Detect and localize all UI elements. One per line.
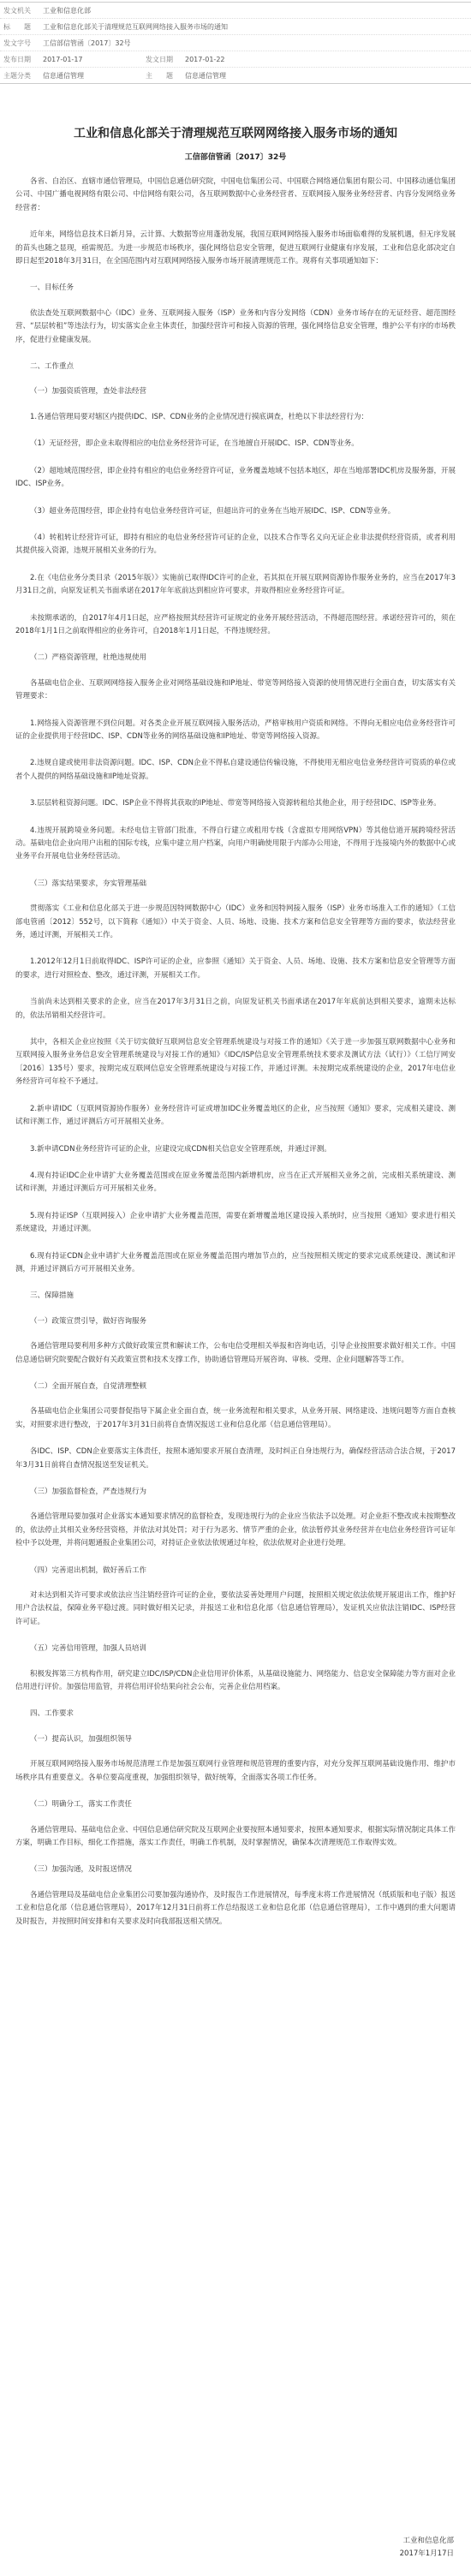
meta-label: 发布日期: [3, 55, 31, 63]
section-heading: 二、工作重点: [30, 362, 75, 372]
paragraph: 1.2012年12月1日前取得IDC、ISP许可证的企业，应参照《通知》关于资金、人员、场地、设施、技术方案和信息安全管理等方面的要求，进行对照检查、整改，通过评测，开展相关工作。: [15, 957, 456, 980]
meta-label: 发文字号: [3, 39, 31, 47]
meta-value: 信息通信管理: [43, 71, 84, 80]
paragraph: 贯彻落实《工业和信息化部关于进一步规范因特网数据中心（IDC）业务和因特网接入服务（ISP）业务市场准入工作的通知》（工信部电管函〔2012〕552号，以下简称《通知》）中关于资金、人员、场地、设施、技术方案和信息安全管理等方面的要求，依法经营业务，通过评测，开展相关工作。: [15, 904, 456, 940]
meta-value: 2017-01-22: [185, 55, 225, 63]
subsection-heading: （一）提高认识，加强组织领导: [30, 1734, 133, 1744]
paragraph: 3.新申请CDN业务经营许可证的企业，应建设完成CDN相关信息安全管理系统，并通过评测。: [30, 1144, 331, 1154]
meta-row-subject: [0, 68, 471, 83]
paragraph: 其中，各相关企业应按照《关于切实做好互联网信息安全管理系统建设与对接工作的通知》《关于进一步加强互联网数据中心业务和互联网接入服务业务信息安全管理系统建设与对接工作的通知》《IDC/ISP信息安全管理系统技术要求及测试方法（试行）》（工信厅网安〔2016〕135号）要求，按期完成互联网信息安全管理系统建设与对接工作，并通过评测。未按期完成系统建设的企业，2017年电信业务经营许可年检不予通过。: [15, 1038, 456, 1087]
paragraph: （3）超业务范围经营，即企业持有电信业务经营许可证，但超出许可的业务在当地开展IDC、ISP、CDN等业务。: [30, 506, 396, 516]
paragraph: 1.各通信管理局要对辖区内提供IDC、ISP、CDN业务的企业情况进行摸底调查，杜绝以下非法经营行为：: [30, 412, 368, 421]
meta-row-category: [0, 3, 471, 19]
paragraph: 2.在《电信业务分类目录（2015年版）》实施前已取得IDC许可的企业，若其拟在开展互联网资源协作服务业务的，应当在2017年3月31日之前，向原发证机关书面承诺在2017年年底前达到相应许可要求，并取得相应业务经营许可证。: [15, 573, 456, 596]
section-heading: 四、工作要求: [30, 1709, 75, 1719]
meta-value: 信息通信管理: [185, 71, 226, 80]
subsection-heading: （三）落实结果要求，夯实管理基础: [30, 879, 147, 888]
signer: 工业和信息化部: [402, 2537, 454, 2545]
subsection-heading: （二）全面开展自查，自觉清理整顿: [30, 1381, 147, 1391]
paragraph: 各IDC、ISP、CDN企业要落实主体责任，按照本通知要求开展自查清理，及时纠正自身违规行为，确保经营活动合法合规，于2017年3月31日前将自查情况报送至发证机关。: [15, 1447, 456, 1470]
sign-date: 2017年1月17日: [399, 2549, 454, 2558]
subsection-heading: （三）加强监督检查，严查违规行为: [30, 1488, 147, 1496]
paragraph: 各基础电信企业、互联网网络接入服务企业对网络基础设施和IP地址、带宽等网络接入资源的使用情况进行全面自查，切实落实有关管理要求：: [15, 678, 456, 701]
meta-value: 工业和信息化部关于清理规范互联网网络接入服务市场的通知: [43, 22, 228, 31]
signature-block: [400, 2535, 454, 2561]
paragraph: 各通信管理局要加强对企业落实本通知要求情况的监督检查，发现违规行为的企业应当依法予以处理。对企业拒不整改或未按期整改的，依法停止其相关业务经营资格，并依法对其处罚；对于行为恶劣、情节严重的企业，依法暂停其业务经营并在电信业务经营许可证年检中予以处理，并将问题通报企业集团公司，对持证企业依法依规通过年检，依法依规对企业进行处理。: [15, 1512, 456, 1548]
paragraph: 5.现有持证ISP（互联网接入）企业申请扩大业务覆盖范围，需要在新增覆盖地区建设接入系统时，应当按照《通知》要求进行相关系统建设，并通过评测。: [15, 1211, 456, 1234]
document-number: 工信部信管函〔2017〕32号: [184, 153, 287, 162]
meta-label: 标 题: [3, 22, 31, 31]
document-title: 工业和信息化部关于清理规范互联网网络接入服务市场的通知: [74, 127, 397, 140]
paragraph: （1）无证经营，即企业未取得相应的电信业务经营许可证，在当地擅自开展IDC、ISP、CDN等业务。: [30, 439, 359, 449]
subsection-heading: （三）加强沟通，及时报送情况: [30, 1865, 133, 1875]
section-heading: 一、目标任务: [30, 283, 75, 293]
meta-label: 发文机关: [3, 6, 31, 15]
paragraph: 开展互联网网络接入服务市场规范清理工作是加强互联网行业管理和规范管理的重要内容，对充分发挥互联网基础设施作用、维护市场秩序具有重要意义。各单位要高度重视，加强组织领导，做好统筹，全面落实各项工作任务。: [15, 1760, 456, 1782]
paragraph: 各通信管理局、基础电信企业、中国信息通信研究院及互联网企业要按照本通知要求，按照本通知要求，根据实际情况制定具体工作方案，明确工作目标，细化工作措施，落实工作责任，明确工作机制，及时掌握情况，确保本次清理规范工作取得实效。: [15, 1825, 456, 1847]
paragraph: 积极发挥第三方机构作用，研究建立IDC/ISP/CDN企业信用评价体系，从基础设施能力、网络能力、信息安全保障能力等方面对企业信用进行评价。加强信用监管，并将信用评价结果向社会公布，完善企业信用档案。: [15, 1669, 456, 1692]
paragraph: 1.网络接入资源管理不到位问题。对各类企业开展互联网接入服务活动，严格审核用户资质和网络。不得向无相应电信业务经营许可证的企业提供用于经营IDC、ISP、CDN等业务的网络基础设施和IP地址、带宽等网络接入资源。: [15, 719, 456, 741]
greeting-paragraph: 各省、自治区、直辖市通信管理局，中国信息通信研究院，中国电信集团公司、中国联合网络通信集团有限公司、中国移动通信集团公司、中国广播电视网络有限公司、中信网络有限公司，各互联网数据中心业务经营者、互联网接入服务业务经营者、内容分发网络业务经营者：: [15, 177, 456, 212]
paragraph: 未按期承诺的，自2017年4月1日起，应严格按照其经营许可证规定的业务开展经营活动，不得超范围经营。承诺经营许可的，须在2018年1月1日之前取得相应的业务许可，自2018年1月1日起，不得违规经营。: [15, 613, 456, 635]
meta-value: 2017-01-17: [43, 55, 83, 63]
paragraph: 各通信管理局及基础电信企业集团公司要加强沟通协作，及时报告工作进展情况，每季度末将工作进展情况（纸质版和电子版）报送工业和信息化部（信息通信管理局），2017年12月31日前将工作总结报送工业和信息化部（信息通信管理局），工作中遇到的重大问题请及时报告，并按照时间安排和有关要求及时向我部报送相关情况。: [15, 1890, 456, 1926]
section-heading: 三、保障措施: [30, 1291, 75, 1301]
document-body: [0, 125, 471, 1929]
subsection-heading: （四）完善退出机制，做好善后工作: [30, 1565, 147, 1575]
paragraph: 各基础电信企业集团公司要督促指导下属企业全面自查，统一业务流程和相关要求，从业务开展、网络建设、违规问题等方面自查核实，对照要求进行整改，于2017年3月31日前将自查情况报送工业和信息化部（信息通信管理局）。: [15, 1407, 456, 1429]
paragraph: （2）超地域范围经营，即企业持有相应的电信业务经营许可证，业务覆盖地域不包括本地区，却在当地部署IDC机房及服务器，开展IDC、ISP业务。: [15, 466, 456, 489]
meta-label: 发文日期: [146, 55, 173, 63]
paragraph: 当前尚未达到相关要求的企业，应当在2017年3月31日之前，向原发证机关书面承诺在2017年年底前达到相关要求，逾期未达标的，依法吊销相关经营许可。: [15, 998, 456, 1020]
subsection-heading: （二）明确分工，落实工作责任: [30, 1800, 133, 1810]
meta-row-dates: [0, 51, 471, 68]
paragraph: 6.现有持证CDN企业申请扩大业务覆盖范围或在原业务覆盖范围内增加节点的，应当按照相关规定的要求完成系统建设、测试和评测，并通过评测后方可开展相关业务。: [15, 1251, 456, 1273]
paragraph: 2.违规自建或使用非法资源问题。IDC、ISP、CDN企业不得私自建设通信传输设施，不得使用无相应电信业务经营许可资质的单位或者个人提供的网络基础设施和IP地址资源。: [15, 759, 456, 781]
paragraph: 各通信管理局要利用多种方式做好政策宣贯和解读工作，公布电信受理相关举报和咨询电话，引导企业按照要求做好相关工作。中国信息通信研究院要配合做好有关政策宣贯和技术支撑工作，协助通信管理局开展咨询、审核、受理、企业问题解答等工作。: [15, 1342, 456, 1364]
intro-paragraph: 近年来，网络信息技术日新月异，云计算、大数据等应用蓬勃发展，我国互联网网络接入服务市场面临难得的发展机遇，但无序发展的苗头也随之显现，亟需规范。为进一步规范市场秩序，强化网络信息安全管理，促进互联网行业健康有序发展，工业和信息化部决定自即日起至2018年3月31日，在全国范围内对互联网网络接入服务市场开展清理规范工作。现将有关事项通知如下：: [15, 230, 456, 266]
paragraph: 依法查处互联网数据中心（IDC）业务、互联网接入服务（ISP）业务和内容分发网络（CDN）业务市场存在的无证经营、超范围经营、“层层转租”等违法行为，切实落实企业主体责任，加强经营许可和接入资源的管理，强化网络信息安全管理，维护公平有序的市场秩序，促进行业健康发展。: [15, 308, 456, 344]
meta-label: 主题分类: [3, 71, 31, 80]
document-page: [0, 2, 471, 2576]
subsection-heading: （一）加强资质管理，查处非法经营: [30, 387, 147, 397]
meta-row-title: [0, 19, 471, 35]
paragraph: 4.违规开展跨境业务问题。未经电信主管部门批准，不得自行建立或租用专线（含虚拟专用网络VPN）等其他信道开展跨境经营活动。基础电信企业向用户出租的国际专线，应集中建立用户档案，向用户明确使用限于内部办公用途，不得用于连接境内外的数据中心或业务平台开展电信业务经营活动。: [15, 826, 456, 862]
paragraph: 3.层层转租资源问题。IDC、ISP企业不得将其获取的IP地址、带宽等网络接入资源转租给其他企业，用于经营IDC、ISP等业务。: [30, 799, 441, 808]
meta-value: 工信部信管函〔2017〕32号: [43, 39, 131, 47]
paragraph: 4.现有持证IDC企业申请扩大业务覆盖范围或在原业务覆盖范围内新增机房，应当在正式开展相关业务之前，完成相关系统建设、测试和评测，并通过评测后方可开展相关业务。: [15, 1171, 456, 1194]
subsection-heading: （五）完善信用管理，加强人员培训: [30, 1644, 147, 1654]
meta-row-number: [0, 35, 471, 51]
meta-label: 主 题: [146, 71, 173, 80]
paragraph: 对未达到相关许可要求或依法应当注销经营许可证的企业，要依法妥善处理用户问题，按照相关规定依法依规开展退出工作，维护好用户合法权益，保障业务平稳过渡。同时做好相关记录，并报送工业和信息化部（信息通信管理局），发证机关应依法注销IDC、ISP经营许可证。: [15, 1591, 456, 1626]
subsection-heading: （一）政策宣贯引导，做好咨询服务: [30, 1316, 147, 1326]
subsection-heading: （二）严格资源管理，杜绝违规使用: [30, 653, 147, 663]
meta-value: 工业和信息化部: [43, 6, 91, 15]
document-metadata-table: [0, 2, 471, 84]
paragraph: （4）转租转让经营许可证，即持有相应的电信业务经营许可证的企业，以技术合作等名义向无证企业非法提供经营资质，或者利用其提供接入资源，违规开展相关业务的行为。: [15, 533, 456, 556]
paragraph: 2.新申请IDC（互联网资源协作服务）业务经营许可证或增加IDC业务覆盖地区的企业，应当按照《通知》要求，完成相关建设、测试和评测工作，通过评测后方可开展相关业务。: [15, 1104, 456, 1127]
